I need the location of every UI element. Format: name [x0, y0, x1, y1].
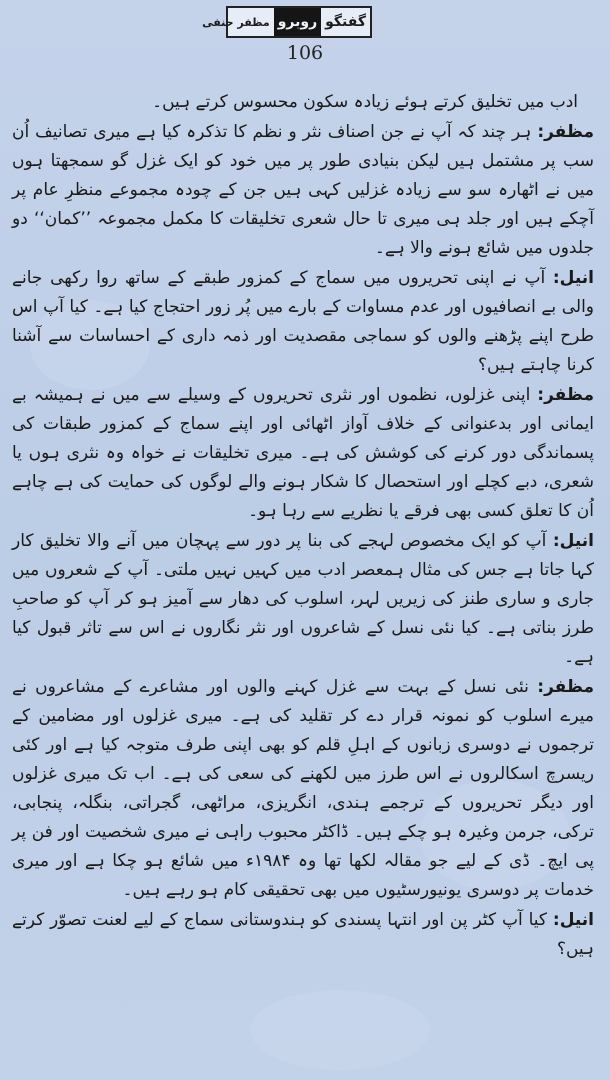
speaker-label: مظفر:	[537, 385, 594, 405]
running-header	[202, 6, 372, 38]
header-author: مظفر حنفی	[202, 15, 270, 29]
paragraph	[12, 673, 594, 905]
header-subtitle: روبرو	[274, 8, 321, 36]
interview-text	[12, 88, 594, 965]
paragraph-text: نئی نسل کے بہت سے غزل کہنے والوں اور مشاعرے کے مشاعروں نے میرے اسلوب کو نمونہ قرار دے کر تقلید کی ہے۔ میری غزلوں اور مضامین کے ترجموں نے دوسری زبانوں کے اہلِ قلم کو بھی اپنی طرف متوجہ کیا ہے اور کئی ریسرچ اسکالروں نے اس طرز میں لکھنے کی سعی کی ہے۔ اب تک میری غزلوں اور دیگر تحریروں کے ترجمے ہندی، انگریزی، مراٹھی، گجراتی، بنگلہ، پنجابی، ترکی، جرمن وغیرہ ہو چکے ہیں۔ ڈاکٹر محبوب راہی نے میری شخصیت اور فن پر پی ایچ۔ ڈی کے لیے جو مقالہ لکھا تھا وہ ۱۹۸۴ء میں شائع ہو چکا ہے اور میری خدمات پر دوسری یونیورسٹیوں میں بھی تحقیقی کام ہو رہے ہیں۔	[12, 677, 594, 900]
page-number: 106	[286, 42, 324, 64]
header-title: گفتگو	[325, 14, 366, 30]
speaker-label: مظفر:	[537, 677, 594, 697]
paragraph-text: ادب میں تخلیق کرتے ہوئے زیادہ سکون محسوس کرتے ہیں۔	[152, 92, 578, 112]
paragraph-text: آپ کو ایک مخصوص لہجے کی بنا پر دور سے پہچان میں آنے والا تخلیق کار کہا جاتا ہے جس کی مثال ہمعصر ادب میں کہیں نہیں ملتی۔ آپ کے شعروں میں جاری و ساری طنز کی زیریں لہر، اسلوب کی دھار سے آمیز ہو کر آپ کو صاحبِ طرز بناتی ہے۔ کیا نئی نسل کے شاعروں اور نثر نگاروں نے اس سے تاثر قبول کیا ہے۔	[12, 531, 594, 667]
paragraph-text: آپ نے اپنی تحریروں میں سماج کے کمزور طبقے کے ساتھ روا رکھی جانے والی بے انصافیوں اور عدم مساوات کے بارے میں پُر زور احتجاج کیا ہے۔ کیا آپ اس طرح اپنے پڑھنے والوں کو سماجی مقصدیت اور ذمہ داری کے احساسات سے آشنا کرنا چاہتے ہیں؟	[12, 268, 594, 375]
speaker-label: انیل:	[552, 268, 594, 288]
paper-stain	[250, 990, 430, 1070]
paragraph	[12, 906, 594, 964]
paragraph	[12, 88, 594, 117]
paragraph	[12, 381, 594, 526]
paragraph-text: اپنی غزلوں، نظموں اور نثری تحریروں کے وسیلے سے میں نے ہمیشہ بے ایمانی اور بدعنوانی کے خلاف آواز اٹھائی اور اپنے سماج کے کمزور طبقات کی پسماندگی دور کرنے کی کوشش کی ہے۔ میری تخلیقات نے خواہ وہ نثری ہوں یا شعری، دبے کچلے اور استحصال کا شکار ہونے والے لوگوں کی حمایت کی ہے چاہے اُن کا تعلق کسی بھی فرقے یا نظریے سے رہا ہو۔	[12, 385, 594, 521]
paragraph	[12, 264, 594, 380]
speaker-label: انیل:	[552, 910, 595, 930]
paragraph	[12, 118, 594, 263]
paragraph	[12, 527, 594, 672]
paragraph-text: ہر چند کہ آپ نے جن اصناف نثر و نظم کا تذکرہ کیا ہے میری تصانیف اُن سب پر مشتمل ہیں لیکن بنیادی طور پر میں خود کو ایک غزل گو سمجھتا ہوں میں نے اٹھارہ سو سے زیادہ غزلیں کہی ہیں جن کے چودہ مجموعے منظرِ عام پر آچکے ہیں اور جلد ہی میری تا حال شعری تخلیقات کا مکمل مجموعہ ’’کمان‘‘ دو جلدوں میں شائع ہونے والا ہے۔	[12, 122, 594, 258]
speaker-label: مظفر:	[537, 122, 595, 142]
speaker-label: انیل:	[552, 531, 594, 551]
paragraph-text: کیا آپ کٹر پن اور انتہا پسندی کو ہندوستانی سماج کے لیے لعنت تصوّر کرتے ہیں؟	[12, 910, 594, 959]
